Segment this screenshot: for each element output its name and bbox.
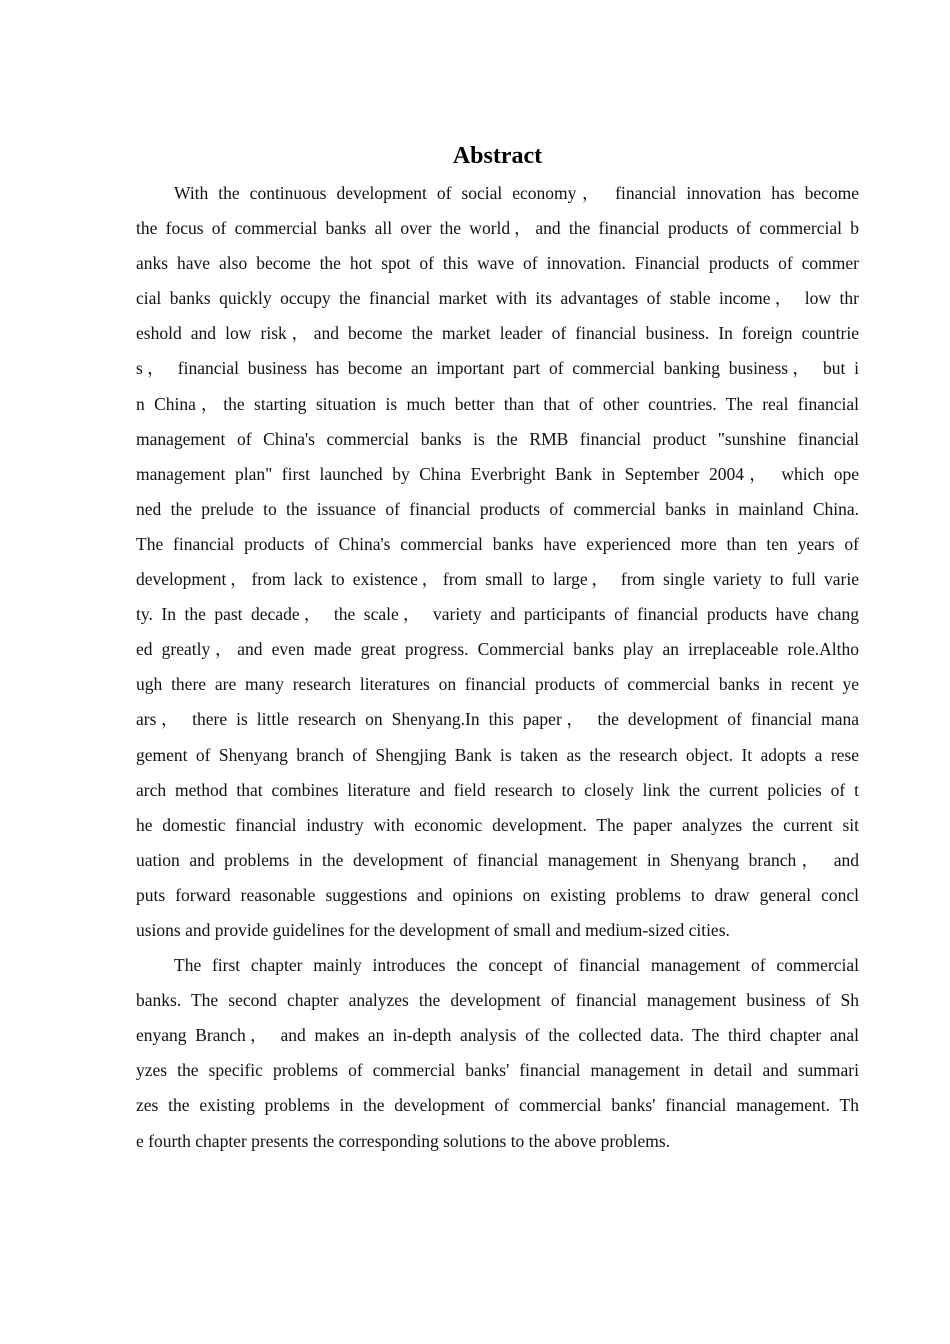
- text-line: The first chapter mainly introduces the concept of financial management of commercial: [174, 955, 859, 976]
- text-line: puts forward reasonable suggestions and opinions on existing problems to draw general concl: [136, 884, 859, 905]
- text-line: zes the existing problems in the development of commercial banks' financial management. Th: [136, 1095, 859, 1116]
- text-line: ed greatly，and even made great progress. Commercial banks play an irreplaceable role.Altho: [136, 639, 859, 660]
- text-line: arch method that combines literature and field research to closely link the current policies of t: [136, 779, 859, 800]
- abstract-body: [136, 176, 859, 1159]
- text-line: eshold and low risk，and become the market leader of financial business. In foreign countrie: [136, 323, 859, 344]
- text-line: The financial products of China's commercial banks have experienced more than ten years of: [136, 533, 859, 554]
- text-line: uation and problems in the development of financial management in Shenyang branch， and: [136, 849, 859, 870]
- text-line: the focus of commercial banks all over the world，and the financial products of commercial b: [136, 218, 859, 239]
- text-line: With the continuous development of social economy， financial innovation has become: [174, 183, 859, 203]
- text-line: e fourth chapter presents the corresponding solutions to the above problems.: [136, 1130, 671, 1151]
- text-line: management of China's commercial banks is the RMB financial product "sunshine financial: [136, 428, 859, 449]
- abstract-heading: Abstract: [452, 143, 543, 169]
- text-line: s， financial business has become an important part of commercial banking business， but i: [136, 358, 859, 379]
- text-line: he domestic financial industry with economic development. The paper analyzes the current sit: [136, 814, 859, 835]
- text-line: banks. The second chapter analyzes the development of financial management business of Sh: [136, 990, 859, 1011]
- text-line: management plan" first launched by China Everbright Bank in September 2004， which ope: [136, 463, 859, 484]
- text-line: usions and provide guidelines for the development of small and medium-sized cities.: [136, 919, 730, 940]
- text-line: yzes the specific problems of commercial banks' financial management in detail and summari: [136, 1060, 859, 1081]
- text-line: development，from lack to existence，from small to large， from single variety to full varie: [136, 569, 859, 590]
- text-line: anks have also become the hot spot of this wave of innovation. Financial products of commer: [136, 253, 859, 274]
- abstract-paragraph: [136, 176, 859, 948]
- text-line: gement of Shenyang branch of Shengjing Bank is taken as the research object. It adopts a rese: [136, 744, 859, 765]
- text-line: n China，the starting situation is much better than that of other countries. The real financial: [136, 393, 859, 414]
- text-line: ugh there are many research literatures on financial products of commercial banks in recent ye: [136, 674, 859, 695]
- abstract-paragraph: [136, 948, 859, 1159]
- text-line: ned the prelude to the issuance of financial products of commercial banks in mainland China.: [136, 498, 859, 519]
- text-line: enyang Branch， and makes an in-depth analysis of the collected data. The third chapter anal: [136, 1025, 859, 1046]
- text-line: ars， there is little research on Shenyang.In this paper， the development of financial mana: [136, 709, 859, 730]
- text-line: ty. In the past decade， the scale， variety and participants of financial products have chang: [136, 604, 859, 625]
- text-line: cial banks quickly occupy the financial market with its advantages of stable income， low thr: [136, 288, 859, 309]
